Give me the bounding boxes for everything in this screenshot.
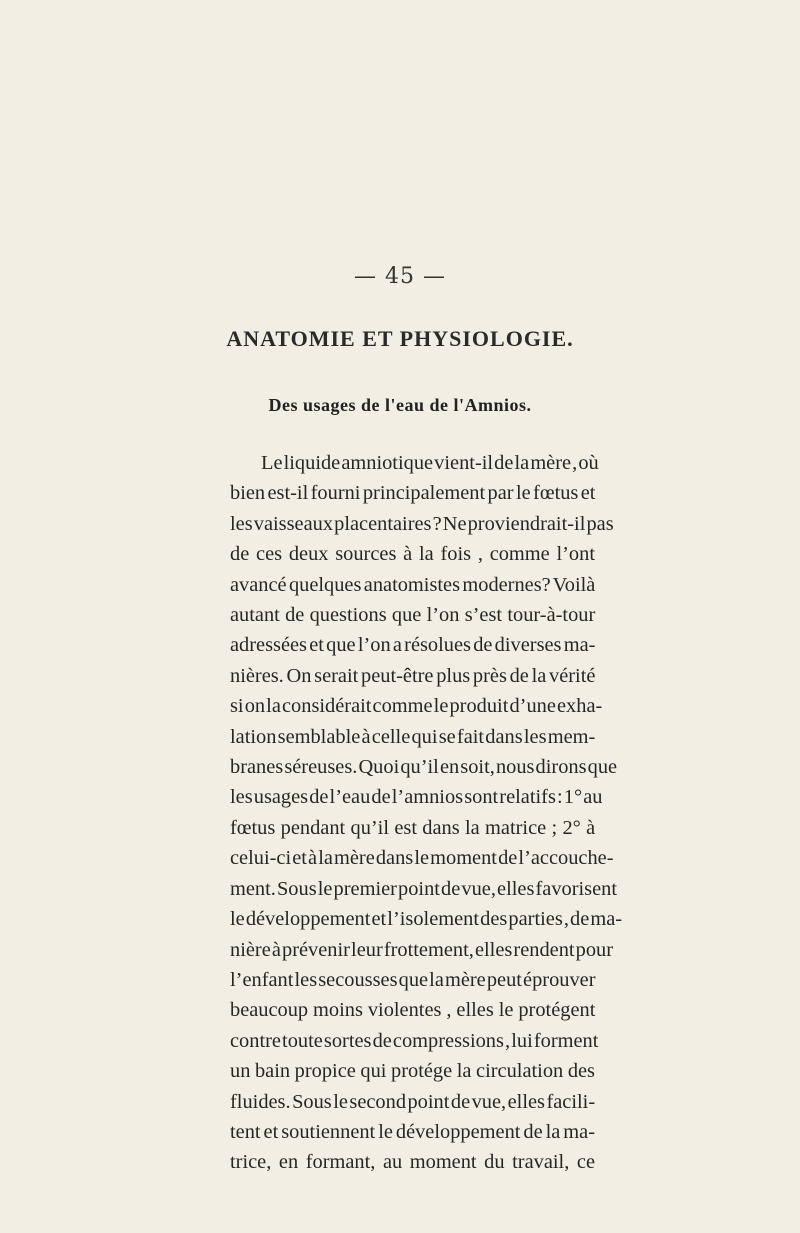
- text-line: ment. Sous le premier point de vue, elles favorisent: [230, 877, 618, 900]
- text-line: branes séreuses. Quoi qu’il en soit, nous dirons que: [230, 756, 618, 779]
- text-line: avancé quelques anatomistes modernes? Voilà: [230, 573, 596, 596]
- body-paragraph: [230, 448, 623, 1178]
- text-line: autant de questions que l’on s’est tour-à-tour: [230, 604, 596, 627]
- text-line: beaucoup moins violentes , elles le protégent: [230, 999, 596, 1022]
- text-line: nières. On serait peut-être plus près de la vérité: [230, 664, 596, 687]
- text-line: si on la considérait comme le produit d’une exha-: [230, 695, 603, 718]
- text-line: fluides. Sous le second point de vue, elles facili-: [230, 1090, 596, 1113]
- text-line: celui-ci et à la mère dans le moment de l’accouche-: [230, 847, 614, 870]
- text-line: Le liquide amniotique vient-il de la mère , où: [261, 452, 599, 474]
- text-line: bien est-il fourni principalement par le fœtus et: [230, 482, 596, 505]
- text-line: le développement et l’isolement des parties , de ma-: [230, 908, 623, 931]
- text-line: l’enfant les secousses que la mère peut éprouver: [230, 968, 596, 991]
- text-line: les vaisseaux placentaires ? Ne proviendrait-il pas: [230, 512, 614, 535]
- text-line: tent et soutiennent le développement de la ma-: [230, 1120, 595, 1143]
- text-line: trice, en formant, au moment du travail, ce: [230, 1151, 595, 1174]
- page-number: — 45 —: [354, 264, 446, 289]
- text-line: lation semblable à celle qui se fait dans les mem-: [230, 725, 596, 748]
- text-line: nière à prévenir leur frottement, elles rendent pour: [230, 938, 614, 961]
- text-line: un bain propice qui protége la circulation des: [230, 1060, 595, 1083]
- text-line: de ces deux sources à la fois , comme l’ont: [230, 543, 595, 566]
- section-title: ANATOMIE ET PHYSIOLOGIE.: [226, 326, 574, 351]
- text-line: les usages de l’eau de l’amnios sont relatifs : 1° au: [230, 786, 603, 809]
- text-line: adressées et que l’on a résolues de diverses ma-: [230, 634, 596, 657]
- text-line: contre toute sortes de compressions , lui forment: [230, 1029, 599, 1052]
- subsection-title: Des usages de l'eau de l'Amnios.: [268, 395, 532, 415]
- text-line: fœtus pendant qu’il est dans la matrice ; 2° à: [230, 816, 596, 839]
